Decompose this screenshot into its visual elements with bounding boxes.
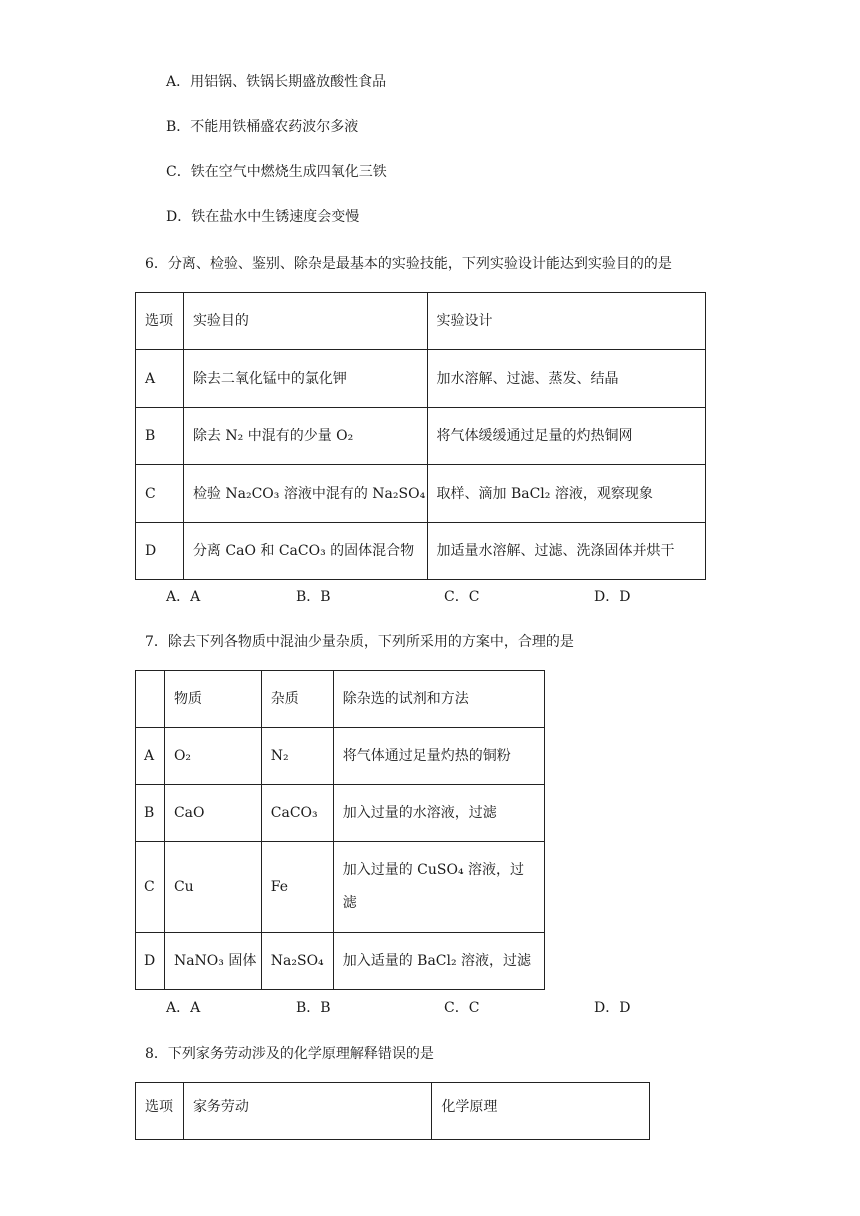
q6-row-design: 加适量水溶解、过滤、洗涤固体并烘干 xyxy=(427,523,705,580)
table-row xyxy=(136,728,545,785)
q6-header-row xyxy=(136,293,706,350)
q6-row-goal: 除去 N₂ 中混有的少量 O₂ xyxy=(183,408,427,465)
q6-row-design: 加水溶解、过滤、蒸发、结晶 xyxy=(427,350,705,408)
q7-row-option: B xyxy=(136,785,165,842)
q6-header-option: 选项 xyxy=(136,293,184,350)
q6-answer-b: B．B xyxy=(296,589,331,605)
q8-header-option: 选项 xyxy=(136,1083,184,1140)
q7-row-method: 加入过量的 CuSO₄ 溶液，过滤 xyxy=(333,842,544,933)
q7-row-impurity: CaCO₃ xyxy=(261,785,333,842)
q7-row-option: D xyxy=(136,933,165,990)
q7-row-method: 加入适量的 BaCl₂ 溶液，过滤 xyxy=(333,933,544,990)
q7-header-method: 除杂选的试剂和方法 xyxy=(333,671,544,728)
q6-table xyxy=(135,292,706,580)
table-row xyxy=(136,523,706,580)
q7-answer-d: D．D xyxy=(594,1000,631,1016)
q6-answer-c: C．C xyxy=(444,589,480,605)
q6-row-option: B xyxy=(136,408,184,465)
q7-header-substance: 物质 xyxy=(164,671,261,728)
q7-row-option: A xyxy=(136,728,165,785)
q7-stem: 7．除去下列各物质中混油少量杂质，下列所采用的方案中，合理的是 xyxy=(145,634,574,650)
table-row xyxy=(136,465,706,523)
q7-row-impurity: Na₂SO₄ xyxy=(261,933,333,990)
q6-row-goal: 除去二氧化锰中的氯化钾 xyxy=(183,350,427,408)
q6-row-option: A xyxy=(136,350,184,408)
q7-row-impurity: N₂ xyxy=(261,728,333,785)
q6-answer-a: A．A xyxy=(166,589,201,605)
table-row xyxy=(136,350,706,408)
q7-header-option xyxy=(136,671,165,728)
q6-row-goal: 检验 Na₂CO₃ 溶液中混有的 Na₂SO₄ xyxy=(183,465,427,523)
q6-stem: 6．分离、检验、鉴别、除杂是最基本的实验技能，下列实验设计能达到实验目的的是 xyxy=(145,256,672,272)
table-row xyxy=(136,842,545,933)
q7-answer-c: C．C xyxy=(444,1000,480,1016)
q7-answer-a: A．A xyxy=(166,1000,201,1016)
q8-table xyxy=(135,1082,650,1140)
q5-option-d: D．铁在盐水中生锈速度会变慢 xyxy=(166,209,360,225)
table-row xyxy=(136,408,706,465)
q5-option-b: B．不能用铁桶盛农药波尔多液 xyxy=(166,119,359,135)
q7-row-substance: Cu xyxy=(164,842,261,933)
q5-option-a: A．用铝锅、铁锅长期盛放酸性食品 xyxy=(166,74,387,90)
q6-row-option: C xyxy=(136,465,184,523)
q7-row-option: C xyxy=(136,842,165,933)
q7-row-substance: O₂ xyxy=(164,728,261,785)
q7-answer-b: B．B xyxy=(296,1000,331,1016)
q6-row-option: D xyxy=(136,523,184,580)
q6-row-design: 将气体缓缓通过足量的灼热铜网 xyxy=(427,408,705,465)
q8-stem: 8．下列家务劳动涉及的化学原理解释错误的是 xyxy=(145,1046,434,1062)
q6-answer-d: D．D xyxy=(594,589,631,605)
q7-row-substance: NaNO₃ 固体 xyxy=(164,933,261,990)
q8-header-chore: 家务劳动 xyxy=(183,1083,431,1140)
table-row xyxy=(136,785,545,842)
q7-row-method: 将气体通过足量灼热的铜粉 xyxy=(333,728,544,785)
q5-option-c: C．铁在空气中燃烧生成四氧化三铁 xyxy=(166,164,387,180)
q8-header-row xyxy=(136,1083,650,1140)
q6-row-design: 取样、滴加 BaCl₂ 溶液，观察现象 xyxy=(427,465,705,523)
q6-header-goal: 实验目的 xyxy=(183,293,427,350)
q6-header-design: 实验设计 xyxy=(427,293,705,350)
q7-row-substance: CaO xyxy=(164,785,261,842)
q7-table xyxy=(135,670,545,990)
table-row xyxy=(136,933,545,990)
q7-row-method: 加入过量的水溶液，过滤 xyxy=(333,785,544,842)
q7-header-impurity: 杂质 xyxy=(261,671,333,728)
q7-header-row xyxy=(136,671,545,728)
q6-row-goal: 分离 CaO 和 CaCO₃ 的固体混合物 xyxy=(183,523,427,580)
q8-header-principle: 化学原理 xyxy=(432,1083,650,1140)
q7-row-impurity: Fe xyxy=(261,842,333,933)
